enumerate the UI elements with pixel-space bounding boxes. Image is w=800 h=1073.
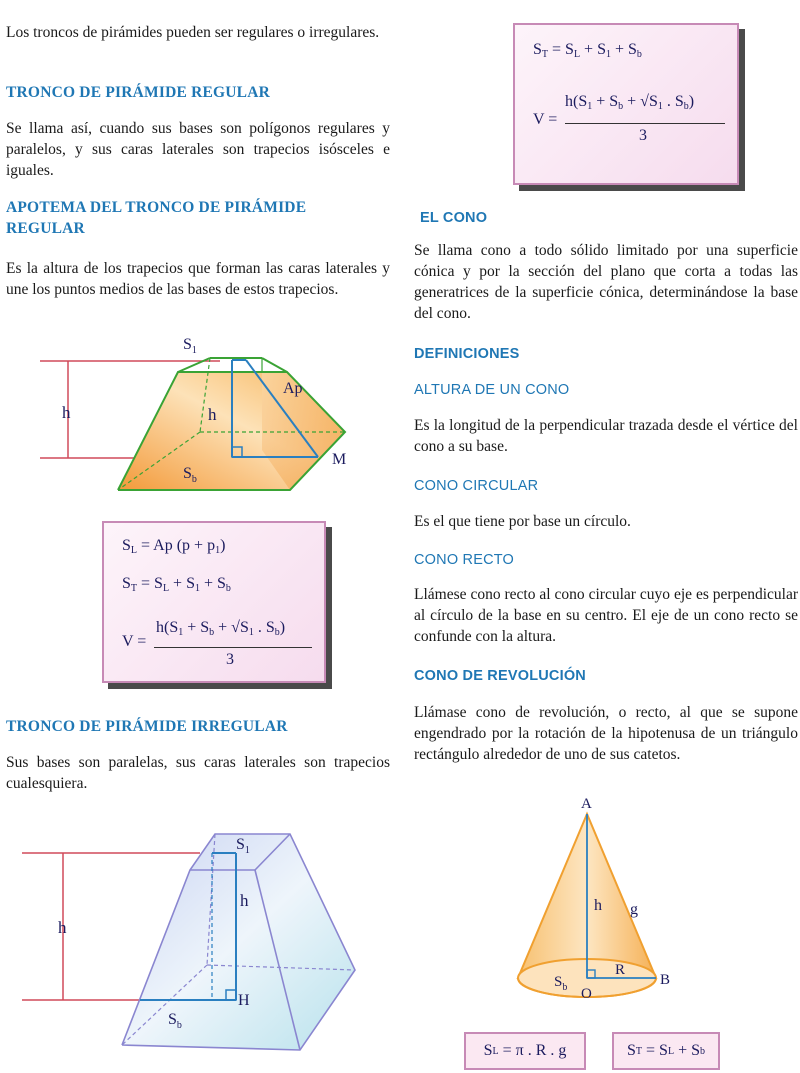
lateral-area-formula: $S_L = Ap$ $(p + p_1)$	[122, 537, 226, 556]
volume-fraction-bar-2	[565, 123, 725, 124]
cono-paragraph: Se llama cono a todo sólido limitado por una superficie cónica y por la sección del plano que corta a todas las generatrices de la superficie cónica, determinándose la base del cono.	[414, 242, 798, 322]
circular-paragraph: Es el que tiene por base un círculo.	[414, 513, 631, 530]
volume-denominator: 3	[226, 651, 234, 668]
cone-r-label: R	[615, 962, 626, 978]
sb-label: $S_b$	[183, 465, 197, 485]
apotema-paragraph: Es la altura de los trapecios que forman las caras laterales y une los puntos medios de las bases de estos trapecios.	[6, 260, 390, 298]
H-label: H	[238, 992, 250, 1009]
cone-figure	[500, 790, 700, 1020]
h-outer-label: h	[62, 403, 71, 422]
h-outer-label-2: h	[58, 918, 67, 937]
apotema-heading: APOTEMA DEL TRONCO DE PIRÁMIDE REGULAR	[6, 199, 307, 237]
h-inner-label: h	[208, 405, 217, 424]
cone-apex-label: A	[581, 796, 592, 812]
regular-heading: TRONCO DE PIRÁMIDE REGULAR	[6, 84, 270, 101]
s1-label: $S_1$	[183, 336, 197, 356]
cone-sb-label: $S_b$	[554, 974, 568, 993]
altura-paragraph: Es la longitud de la perpendicular trazada desde el vértice del cono a su base.	[414, 417, 798, 455]
regular-frustum-figure	[0, 330, 400, 505]
h-inner-label-2: h	[240, 891, 249, 910]
recto-paragraph: Llámese cono recto al cono circular cuyo eje es perpendicular al círculo de la base en su centro. El eje de un cono recto se confunde con la altura.	[414, 586, 798, 645]
cone-g-label: g	[630, 901, 638, 918]
altura-heading: ALTURA DE UN CONO	[414, 382, 570, 398]
intro-paragraph: Los troncos de pirámides pueden ser regulares o irregulares.	[6, 24, 380, 41]
m-label: M	[332, 451, 347, 468]
total-area-formula-2: $S_T = S_L + S_1 + S_b$	[533, 41, 642, 60]
cone-total-formula: S T = S L + S b	[612, 1032, 720, 1070]
recto-heading: CONO RECTO	[414, 552, 515, 568]
definiciones-heading: DEFINICIONES	[414, 346, 520, 362]
irregular-heading: TRONCO DE PIRÁMIDE IRREGULAR	[6, 718, 288, 735]
irregular-frustum-figure	[0, 820, 400, 1060]
cone-h-label: h	[594, 897, 602, 914]
ap-label: Ap	[283, 380, 303, 397]
cone-o-label: O	[581, 986, 592, 1002]
volume-lhs: V =	[122, 633, 147, 650]
volume-lhs-2: V =	[533, 111, 558, 128]
sb-label-2: $S_b$	[168, 1011, 182, 1031]
s1-label-2: $S_1$	[236, 836, 250, 856]
volume-fraction-bar	[154, 647, 312, 648]
formula-box-irregular	[513, 23, 739, 185]
formula-box-regular	[102, 521, 326, 683]
cone-lateral-formula: S L = π . R . g	[464, 1032, 586, 1070]
revolucion-heading: CONO DE REVOLUCIÓN	[414, 668, 586, 684]
volume-numerator-2: $h(S_1 + S_b + √S_1$ . $S_b$)	[565, 93, 695, 112]
volume-denominator-2: 3	[639, 127, 647, 144]
total-area-formula: $S_T = S_L + S_1 + S_b$	[122, 575, 231, 594]
circular-heading: CONO CIRCULAR	[414, 478, 539, 494]
cone-b-label: B	[660, 972, 671, 988]
irregular-paragraph: Sus bases son paralelas, sus caras laterales son trapecios cualesquiera.	[6, 754, 390, 792]
cono-heading: EL CONO	[420, 210, 488, 226]
volume-numerator: $h(S_1 + S_b + √S_1$ . $S_b$)	[156, 619, 286, 638]
regular-paragraph: Se llama así, cuando sus bases son polígonos regulares y paralelos, y sus caras laterales son trapecios isósceles e iguales.	[6, 120, 390, 179]
revolucion-paragraph: Llámase cono de revolución, o recto, al que se supone engendrado por la rotación de la hipotenusa de un triángulo rectángulo alrededor de uno de sus catetos.	[414, 704, 798, 763]
